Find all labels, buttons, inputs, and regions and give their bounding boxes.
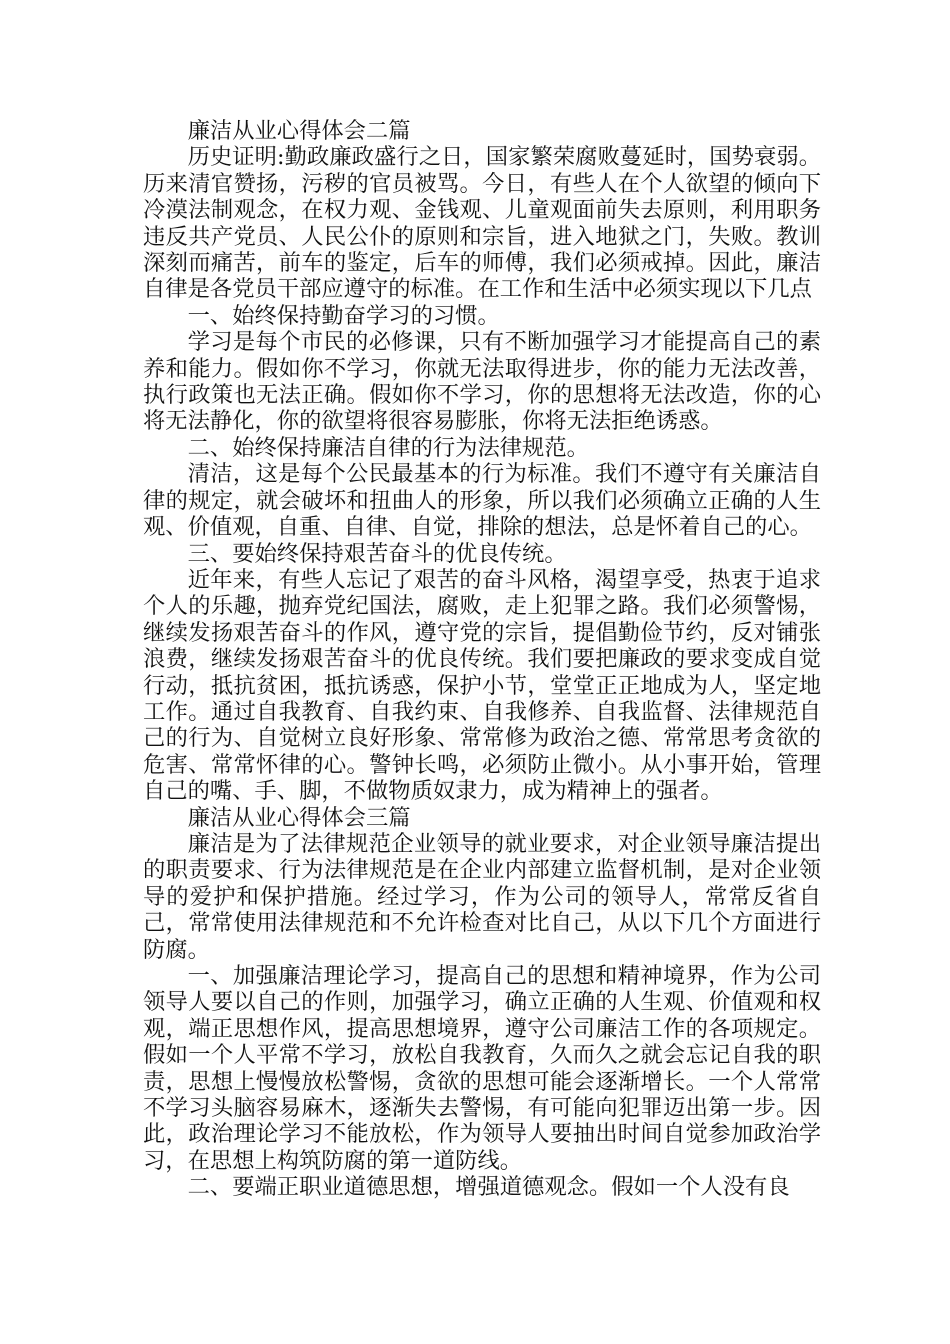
paragraph: 二、要端正职业道德思想，增强道德观念。假如一个人没有良 (187, 1174, 790, 1201)
paragraph: 历史证明:勤政廉政盛行之日，国家繁荣腐败蔓延时，国势衰弱。历来清官赞扬，污秽的官员被骂。今日，有些人在个人欲望的倾向下冷漠法制观念，在权力观、金钱观、儿童观面前失去原则，利用职务违反共产党员、人民公仆的原则和宗旨，进入地狱之门，失败。教训深刻而痛苦，前车的鉴定，后车的师傅，我们必须戒掉。因此，廉洁自律是各党员干部应遵守的标准。在工作和生活中必须实现以下几点 (143, 144, 821, 303)
paragraph: 近年来，有些人忘记了艰苦的奋斗风格，渴望享受，热衷于追求个人的乐趣，抛弃党纪国法，腐败，走上犯罪之路。我们必须警惕，继续发扬艰苦奋斗的作风，遵守党的宗旨，提倡勤俭节约，反对铺张浪费，继续发扬艰苦奋斗的优良传统。我们要把廉政的要求变成自觉行动，抵抗贫困，抵抗诱惑，保护小节，堂堂正正地成为人，坚定地工作。通过自我教育、自我约束、自我修养、自我监督、法律规范自己的行为、自觉树立良好形象、常常修为政治之德、常常思考贪欲的危害、常常怀律的心。警钟长鸣，必须防止微小。从小事开始，管理自己的嘴、手、脚，不做物质奴隶力，成为精神上的强者。 (143, 566, 821, 805)
document-body (143, 118, 821, 1201)
section-title: 廉洁从业心得体会二篇 (187, 118, 411, 144)
paragraph: 廉洁是为了法律规范企业领导的就业要求，对企业领导廉洁提出的职责要求、行为法律规范是在企业内部建立监督机制，是对企业领导的爱护和保护措施。经过学习，作为公司的领导人，常常反省自己，常常使用法律规范和不允许检查对比自己，从以下几个方面进行防腐。 (143, 830, 821, 963)
paragraph: 清洁，这是每个公民最基本的行为标准。我们不遵守有关廉洁自律的规定，就会破坏和扭曲人的形象，所以我们必须确立正确的人生观、价值观，自重、自律、自觉，排除的想法，总是怀着自己的心。 (143, 461, 821, 541)
section-title: 廉洁从业心得体会三篇 (187, 804, 411, 831)
paragraph: 一、加强廉洁理论学习，提高自己的思想和精神境界，作为公司领导人要以自己的作则，加强学习，确立正确的人生观、价值观和权观，端正思想作风，提高思想境界，遵守公司廉洁工作的各项规定。假如一个人平常不学习，放松自我教育，久而久之就会忘记自我的职责，思想上慢慢放松警惕，贪欲的思想可能会逐渐增长。一个人常常不学习头脑容易麻木，逐渐失去警惕，有可能向犯罪迈出第一步。因此，政治理论学习不能放松，作为领导人要抽出时间自觉参加政治学习，在思想上构筑防腐的第一道防线。 (143, 963, 821, 1174)
section-heading: 一、始终保持勤奋学习的习惯。 (187, 302, 500, 329)
paragraph: 学习是每个市民的必修课，只有不断加强学习才能提高自己的素养和能力。假如你不学习，你就无法取得进步，你的能力无法改善，执行政策也无法正确。假如你不学习，你的思想将无法改造，你的心将无法静化，你的欲望将很容易膨胀，你将无法拒绝诱惑。 (143, 329, 821, 435)
section-heading: 二、始终保持廉洁自律的行为法律规范。 (187, 434, 589, 461)
section-heading: 三、要始终保持艰苦奋斗的优良传统。 (187, 540, 567, 567)
